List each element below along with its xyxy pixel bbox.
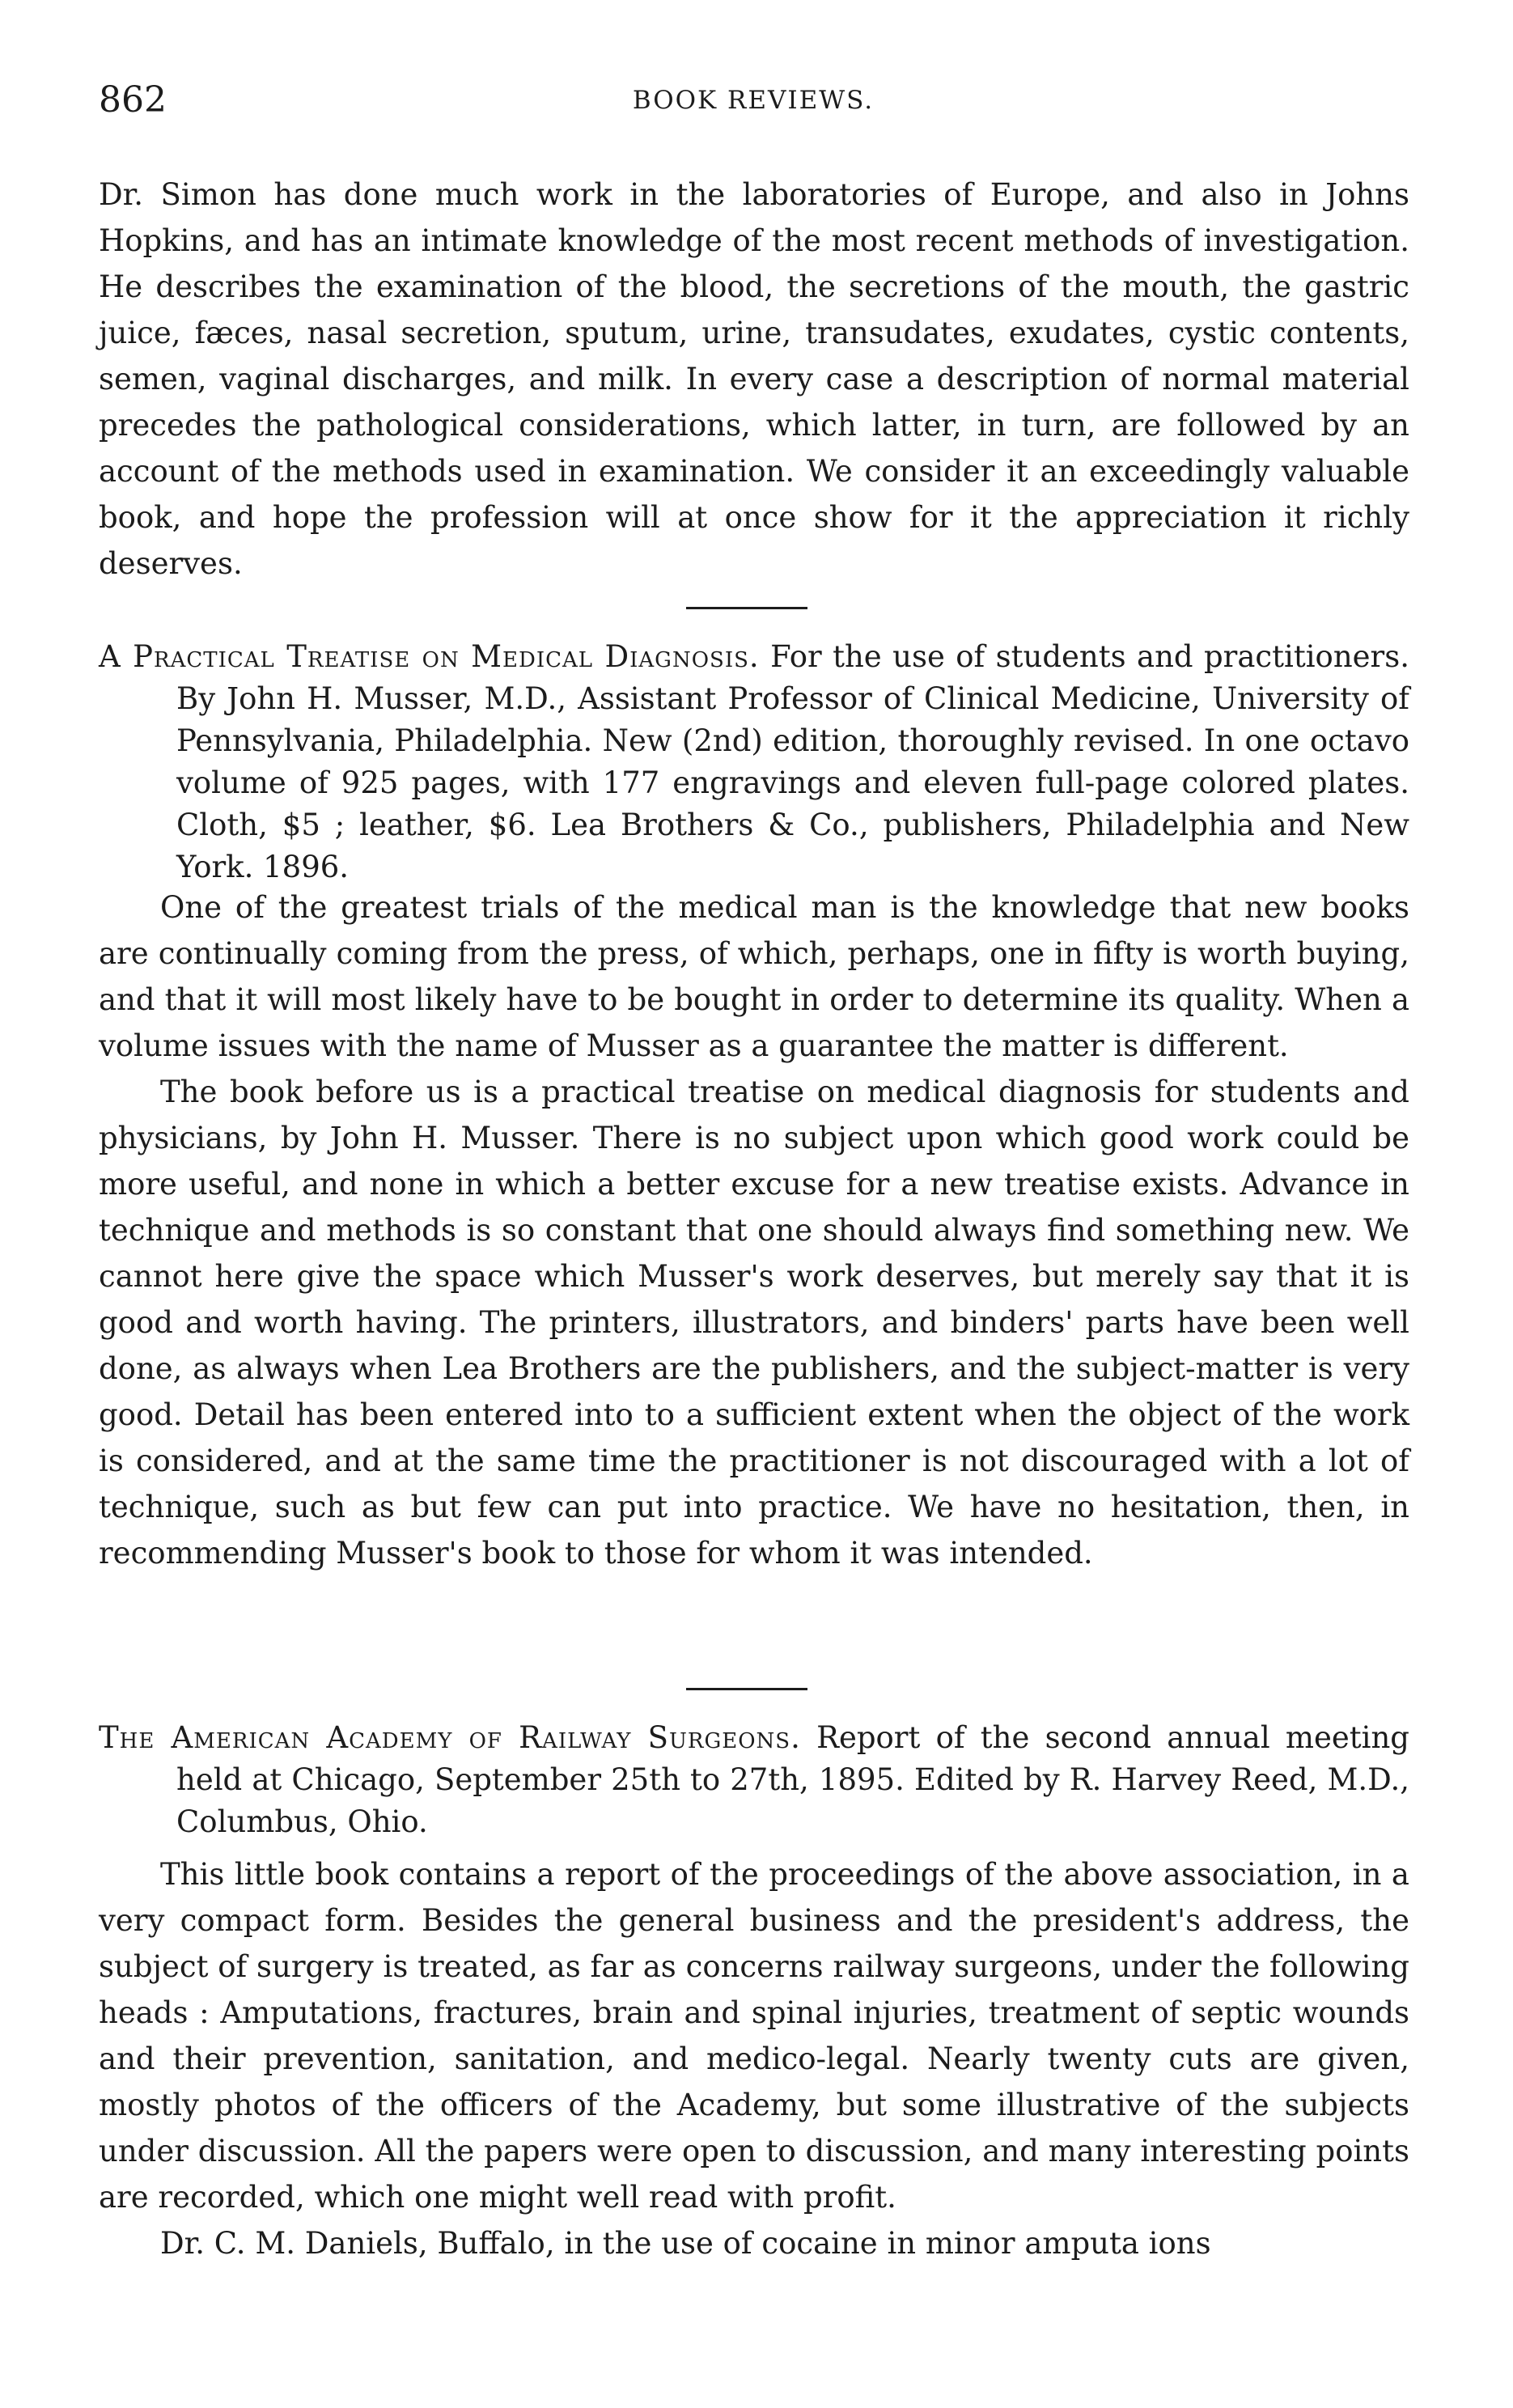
book-details: For the use of students and practitioners. By John H. Musser, M.D., Assistant Professor of Clinical Medicine, University of Pennsylvania, Philadelphia. New (2nd) edition, thoroughly revised. In one octavo volume of 925 pages, with 177 engravings and eleven full-page colored plates. Cloth, $5 ; leather, $6. Lea Brothers & Co., publishers, Philadelphia and New York. 1896. <box>176 639 1409 884</box>
book-citation <box>99 636 1409 888</box>
review-musser-body <box>99 884 1409 1576</box>
page-number: 862 <box>99 79 167 121</box>
review-railway-surgeons <box>99 1717 1409 1843</box>
review-musser <box>99 636 1409 888</box>
page-header <box>99 79 1408 128</box>
review-paragraph: The book before us is a practical treatise on medical diagnosis for students and physicians, by John H. Musser. There is no subject upon which good work could be more useful, and none in which a better excuse for a new treatise exists. Advance in technique and methods is so constant that one should always find something new. We cannot here give the space which Musser's work deserves, but merely say that it is good and worth having. The printers, illustrators, and binders' parts have been well done, as always when Lea Brothers are the publishers, and the subject-matter is very good. Detail has been entered into to a sufficient extent when the object of the work is considered, and at the same time the practitioner is not discouraged with a lot of technique, such as but few can put into practice. We have no hesitation, then, in recommending Musser's book to those for whom it was intended. <box>99 1075 1409 1571</box>
book-title: A Practical Treatise on Medical Diagnosis. <box>99 639 760 674</box>
book-citation <box>99 1717 1409 1843</box>
review-simon-continuation <box>99 172 1409 587</box>
review-paragraph: This little book contains a report of the proceedings of the above association, in a very compact form. Besides the general business and the president's address, the subject of surgery is treated, as far as concerns railway surgeons, under the following heads : Amputations, fractures, brain and spinal injuries, treatment of septic wounds and their prevention, sanitation, and medico-legal. Nearly twenty cuts are given, mostly photos of the officers of the Academy, but some illustrative of the subjects under discussion. All the papers were open to discussion, and many interesting points are recorded, which one might well read with profit. <box>99 1857 1409 2215</box>
review-railway-surgeons-body <box>99 1851 1409 2266</box>
running-head: BOOK REVIEWS. <box>632 86 875 115</box>
review-paragraph: One of the greatest trials of the medical man is the knowledge that new books are continually coming from the press, of which, perhaps, one in fifty is worth buying, and that it will most likely have to be bought in order to determine its quality. When a volume issues with the name of Musser as a guarantee the matter is different. <box>99 890 1409 1063</box>
book-title: The American Academy of Railway Surgeons. <box>99 1720 801 1755</box>
review-paragraph: Dr. Simon has done much work in the laboratories of Europe, and also in Johns Hopkins, and has an intimate knowledge of the most recent methods of investigation. He describes the examination of the blood, the secretions of the mouth, the gastric juice, fæces, nasal secretion, sputum, urine, transudates, exudates, cystic contents, semen, vaginal discharges, and milk. In every case a description of normal material precedes the pathological considerations, which latter, in turn, are followed by an account of the methods used in examination. We consider it an exceedingly valuable book, and hope the profession will at once show for it the appreciation it richly deserves. <box>99 177 1409 581</box>
section-divider <box>686 607 807 609</box>
review-paragraph: Dr. C. M. Daniels, Buffalo, in the use of cocaine in minor amputa ions <box>160 2226 1211 2261</box>
section-divider <box>686 1688 807 1690</box>
book-details: Report of the second annual meeting held at Chicago, September 25th to 27th, 1895. Edited by R. Harvey Reed, M.D., Columbus, Ohio. <box>176 1720 1409 1839</box>
